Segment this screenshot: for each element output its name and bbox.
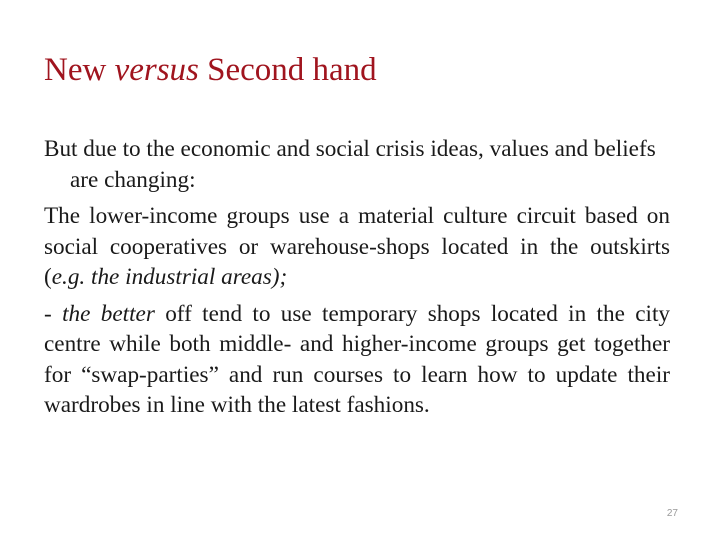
paragraph-better-off bbox=[44, 299, 670, 421]
title-part-new: New bbox=[44, 52, 115, 88]
lower-income-text: The lower-income groups use a material culture circuit based on social cooperatives or warehouse-shops located in the outskirts ( bbox=[44, 203, 670, 290]
better-off-dash: - bbox=[44, 300, 63, 327]
better-off-italic: the better bbox=[62, 300, 155, 327]
slide-body bbox=[44, 134, 670, 421]
title-part-second-hand: Second hand bbox=[198, 52, 377, 88]
paragraph-crisis: But due to the economic and social crisis ideas, values and beliefs are changing: bbox=[44, 136, 656, 193]
page-number: 27 bbox=[666, 508, 678, 519]
better-off-text: off tend to use temporary shops located in the city centre while both middle- and higher-income groups get together for “swap-parties” and run courses to learn how to update their wardrobes in line with the latest fashions. bbox=[44, 300, 670, 418]
lower-income-example: e.g. the industrial areas); bbox=[51, 264, 288, 290]
paragraph-lower-income bbox=[44, 201, 670, 293]
title-part-versus: versus bbox=[114, 52, 199, 88]
slide-title bbox=[44, 50, 377, 90]
